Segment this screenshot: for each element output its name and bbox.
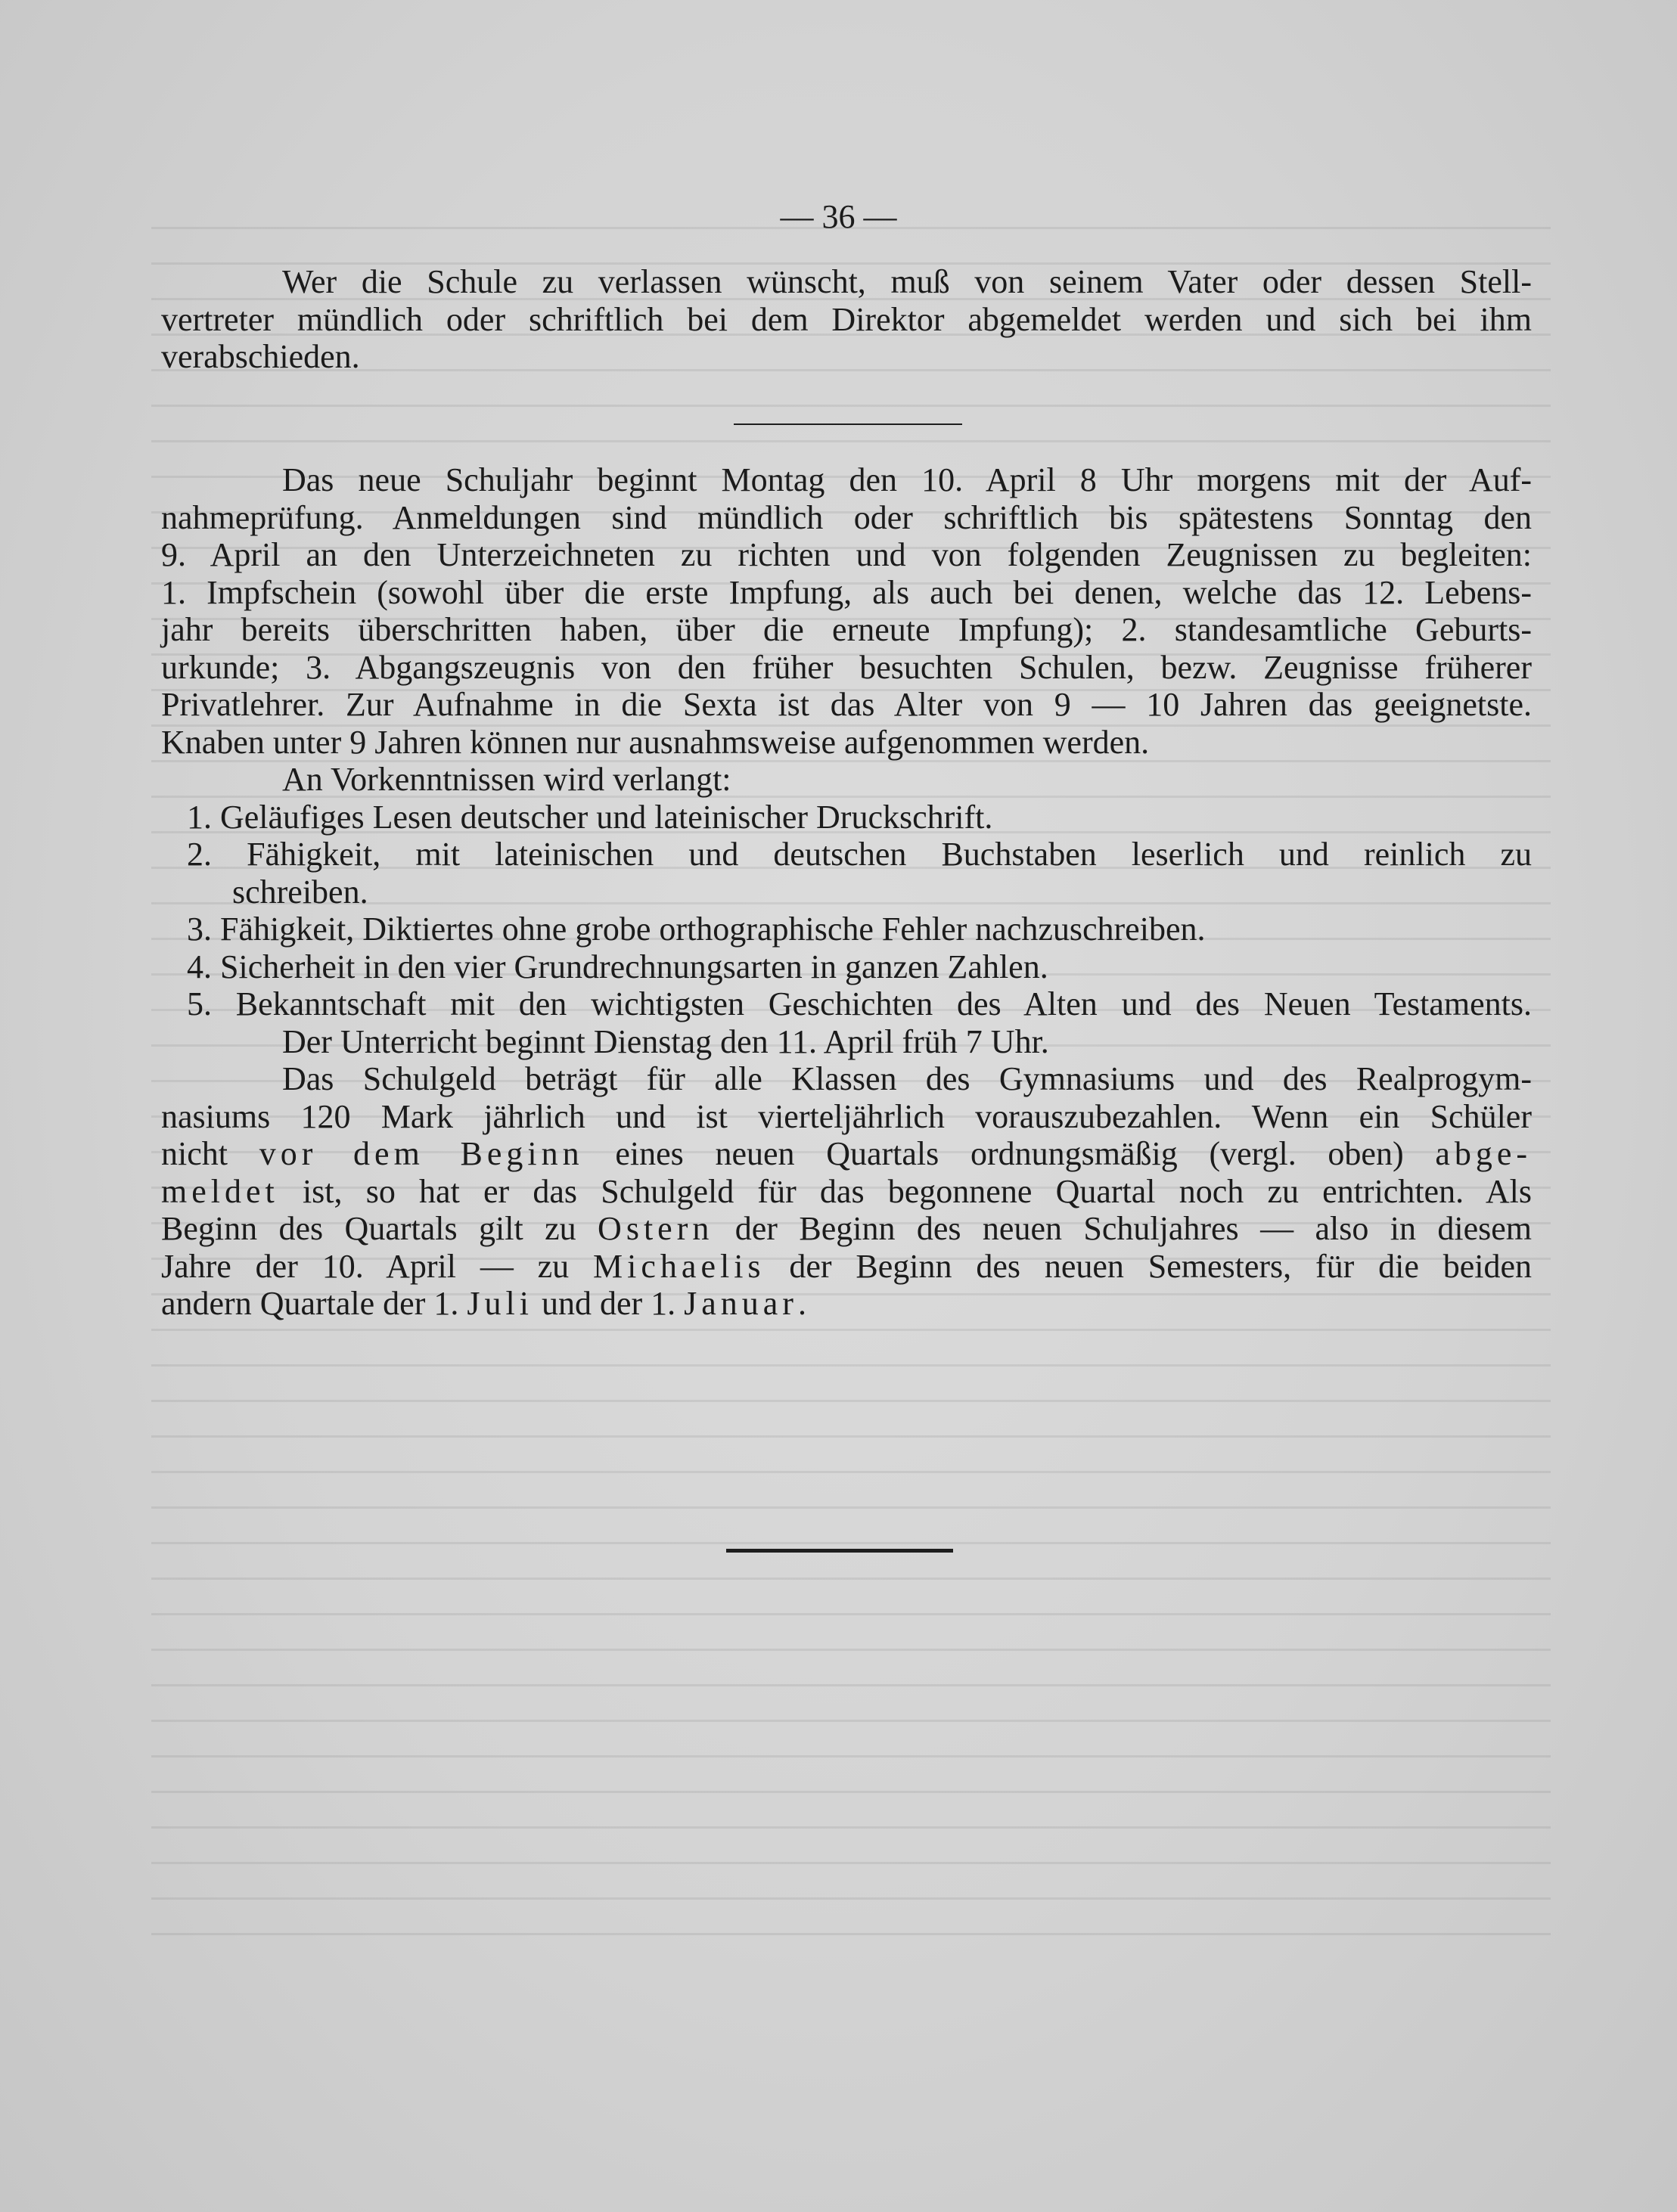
text-line: Das neue Schuljahr beginnt Montag den 10. April 8 Uhr morgens mit der Auf-: [282, 461, 1532, 498]
emphasis-spaced: vor dem Beginn: [259, 1135, 584, 1172]
requirements-list: [161, 799, 1532, 1023]
paragraph-fees: [161, 1060, 1532, 1323]
lesson-start: Der Unterricht beginnt Dienstag den 11. April früh 7 Uhr.: [282, 1022, 1049, 1060]
text-line: Wer die Schule zu verlassen wünscht, muß von seinem Vater oder dessen Stell-: [282, 263, 1532, 300]
text-line: Privatlehrer. Zur Aufnahme in die Sexta ist das Alter von 9 — 10 Jahren das geeignetste.: [161, 686, 1532, 723]
text-line: nahmeprüfung. Anmeldungen sind mündlich oder schriftlich bis spätestens Sonntag den: [161, 498, 1532, 536]
text-line: 9. April an den Unterzeichneten zu richten und von folgenden Zeugnissen zu begleiten:: [161, 536, 1532, 573]
emphasis-spaced: Ostern: [598, 1210, 714, 1247]
list-item: 1. Geläufiges Lesen deutscher und lateinischer Druckschrift.: [187, 798, 993, 836]
text-line: nasiums 120 Mark jährlich und ist vierteljährlich vorauszubezahlen. Wenn ein Schüler: [161, 1097, 1532, 1135]
emphasis-spaced: Juli: [467, 1285, 533, 1322]
text-line: Beginn des Quartals gilt zu Ostern der Beginn des neuen Schuljahres — also in diesem: [161, 1210, 1533, 1247]
text-line: urkunde; 3. Abgangszeugnis von den früher besuchten Schulen, bezw. Zeugnisse früherer: [161, 648, 1532, 686]
emphasis-spaced: meldet: [161, 1172, 279, 1210]
list-item-continuation: schreiben.: [232, 873, 368, 911]
paragraph-withdrawal: [161, 263, 1532, 376]
text-line: verabschieden.: [161, 338, 360, 375]
emphasis-spaced: Michaelis: [593, 1247, 766, 1285]
text-line: meldet ist, so hat er das Schulgeld für das begonnene Quartal noch zu entrichten. Als: [161, 1172, 1532, 1210]
text-line: Jahre der 10. April — zu Michaelis der Beginn des neuen Semesters, für die beiden: [161, 1247, 1532, 1285]
list-item: 4. Sicherheit in den vier Grundrechnungsarten in ganzen Zahlen.: [187, 948, 1048, 985]
emphasis-spaced: Januar: [684, 1285, 798, 1322]
page-number: — 36 —: [780, 198, 897, 235]
requirements-heading: An Vorkenntnissen wird verlangt:: [282, 761, 731, 798]
list-item: 2. Fähigkeit, mit lateinischen und deutschen Buchstaben leserlich und reinlich zu: [187, 836, 1532, 873]
text-line: Das Schulgeld beträgt für alle Klassen des Gymnasiums und des Realprogym-: [282, 1060, 1532, 1097]
text-line: vertreter mündlich oder schriftlich bei dem Direktor abgemeldet werden und sich bei ihm: [161, 300, 1532, 338]
paragraph-school-year: [161, 461, 1532, 1323]
list-item: 5. Bekanntschaft mit den wichtigsten Geschichten des Alten und des Neuen Testaments.: [187, 985, 1532, 1022]
text-line: nicht vor dem Beginn eines neuen Quartals ordnungsmäßig (vergl. oben) abge-: [161, 1135, 1533, 1172]
section-divider: [734, 423, 962, 425]
text-line: 1. Impfschein (sowohl über die erste Impfung, als auch bei denen, welche das 12. Lebens-: [161, 573, 1532, 611]
text-line: Knaben unter 9 Jahren können nur ausnahmsweise aufgenommen werden.: [161, 723, 1150, 761]
list-item: 3. Fähigkeit, Diktiertes ohne grobe orthographische Fehler nachzuschreiben.: [187, 911, 1206, 948]
emphasis-spaced: abge-: [1435, 1135, 1533, 1172]
text-line: jahr bereits überschritten haben, über die erneute Impfung); 2. standesamtliche Geburts-: [161, 611, 1532, 648]
closing-rule: [726, 1549, 953, 1553]
text-line: andern Quartale der 1. Juli und der 1. Januar.: [161, 1285, 806, 1322]
